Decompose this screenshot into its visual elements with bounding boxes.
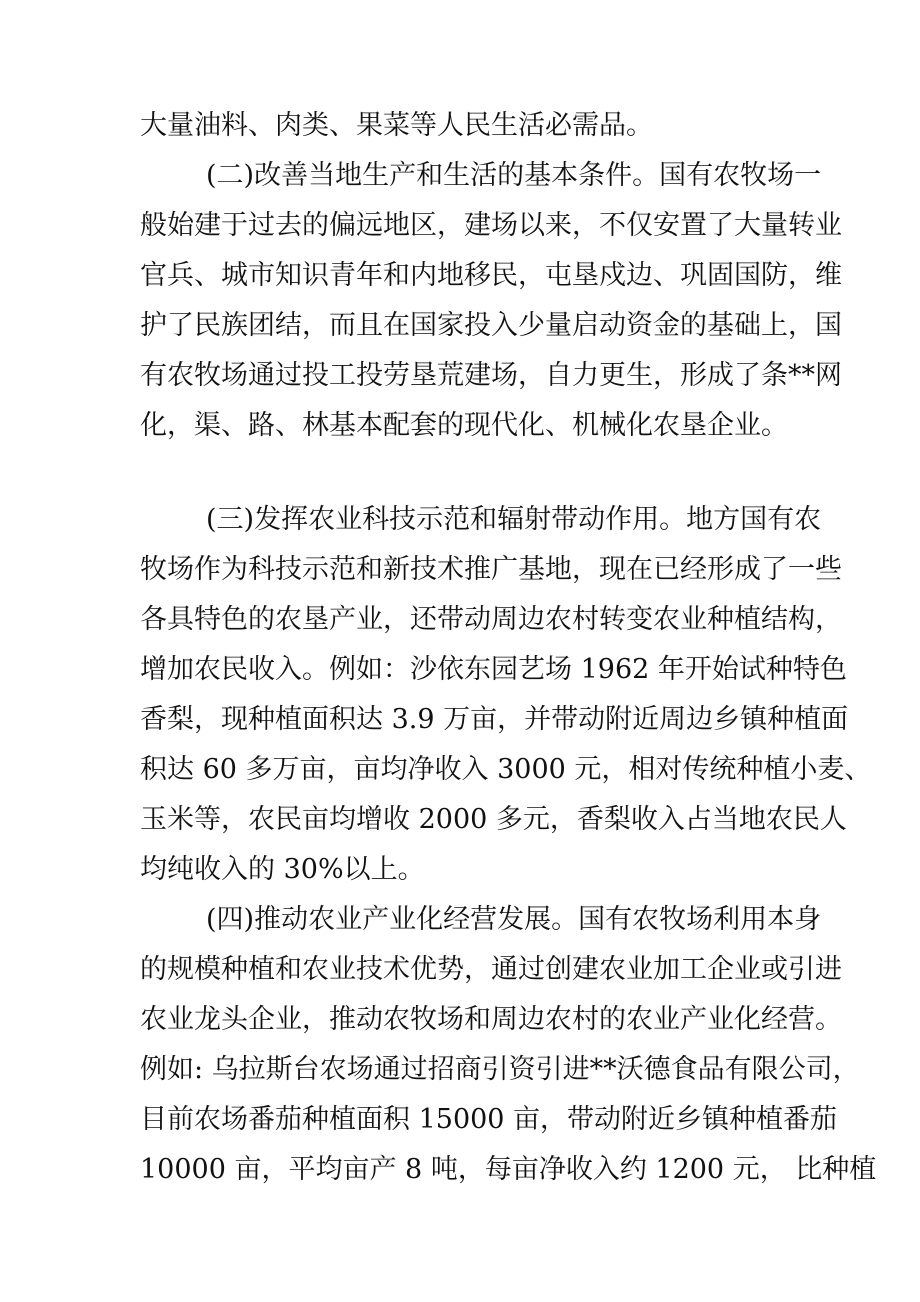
paragraph-line: 的规模种植和农业技术优势，通过创建农业加工企业或引进 xyxy=(140,954,842,985)
paragraph-line: 10000 亩，平均亩产 8 吨，每亩净收入约 1200 元， 比种植 xyxy=(140,1154,877,1185)
paragraph-line: (四)推动农业产业化经营发展。国有农牧场利用本身 xyxy=(206,904,822,935)
paragraph-line: 目前农场番茄种植面积 15000 亩，带动附近乡镇种植番茄 xyxy=(140,1104,838,1135)
paragraph-line: 化，渠、路、林基本配套的现代化、机械化农垦企业。 xyxy=(140,410,788,441)
paragraph-line: 例如: 乌拉斯台农场通过招商引资引进**沃德食品有限公司， xyxy=(140,1054,860,1085)
paragraph-line: 大量油料、肉类、果菜等人民生活必需品。 xyxy=(140,110,653,141)
paragraph-line: 农业龙头企业，推动农牧场和周边农村的农业产业化经营。 xyxy=(140,1004,842,1035)
paragraph-line: (三)发挥农业科技示范和辐射带动作用。地方国有农 xyxy=(206,504,822,535)
paragraph-line: 增加农民收入。例如：沙依东园艺场 1962 年开始试种特色 xyxy=(140,654,847,685)
paragraph-line: 玉米等，农民亩均增收 2000 多元，香梨收入占当地农民人 xyxy=(140,804,847,835)
paragraph-line: 官兵、城市知识青年和内地移民，屯垦戍边、巩固国防，维 xyxy=(140,260,842,291)
paragraph-line: 护了民族团结，而且在国家投入少量启动资金的基础上，国 xyxy=(140,310,842,341)
paragraph-line: 有农牧场通过投工投劳垦荒建场，自力更生，形成了条**网 xyxy=(140,360,842,391)
paragraph-line: 均纯收入的 30%以上。 xyxy=(140,854,425,885)
paragraph-line: 香梨，现种植面积达 3.9 万亩，并带动附近周边乡镇种植面 xyxy=(140,704,849,735)
paragraph-line: (二)改善当地生产和生活的基本条件。国有农牧场一 xyxy=(206,160,822,191)
paragraph-line: 积达 60 多万亩，亩均净收入 3000 元，相对传统种植小麦、 xyxy=(140,754,872,785)
paragraph-line: 般始建于过去的偏远地区，建场以来，不仅安置了大量转业 xyxy=(140,210,842,241)
paragraph-line: 牧场作为科技示范和新技术推广基地，现在已经形成了一些 xyxy=(140,554,842,585)
paragraph-line: 各具特色的农垦产业，还带动周边农村转变农业种植结构， xyxy=(140,604,842,635)
